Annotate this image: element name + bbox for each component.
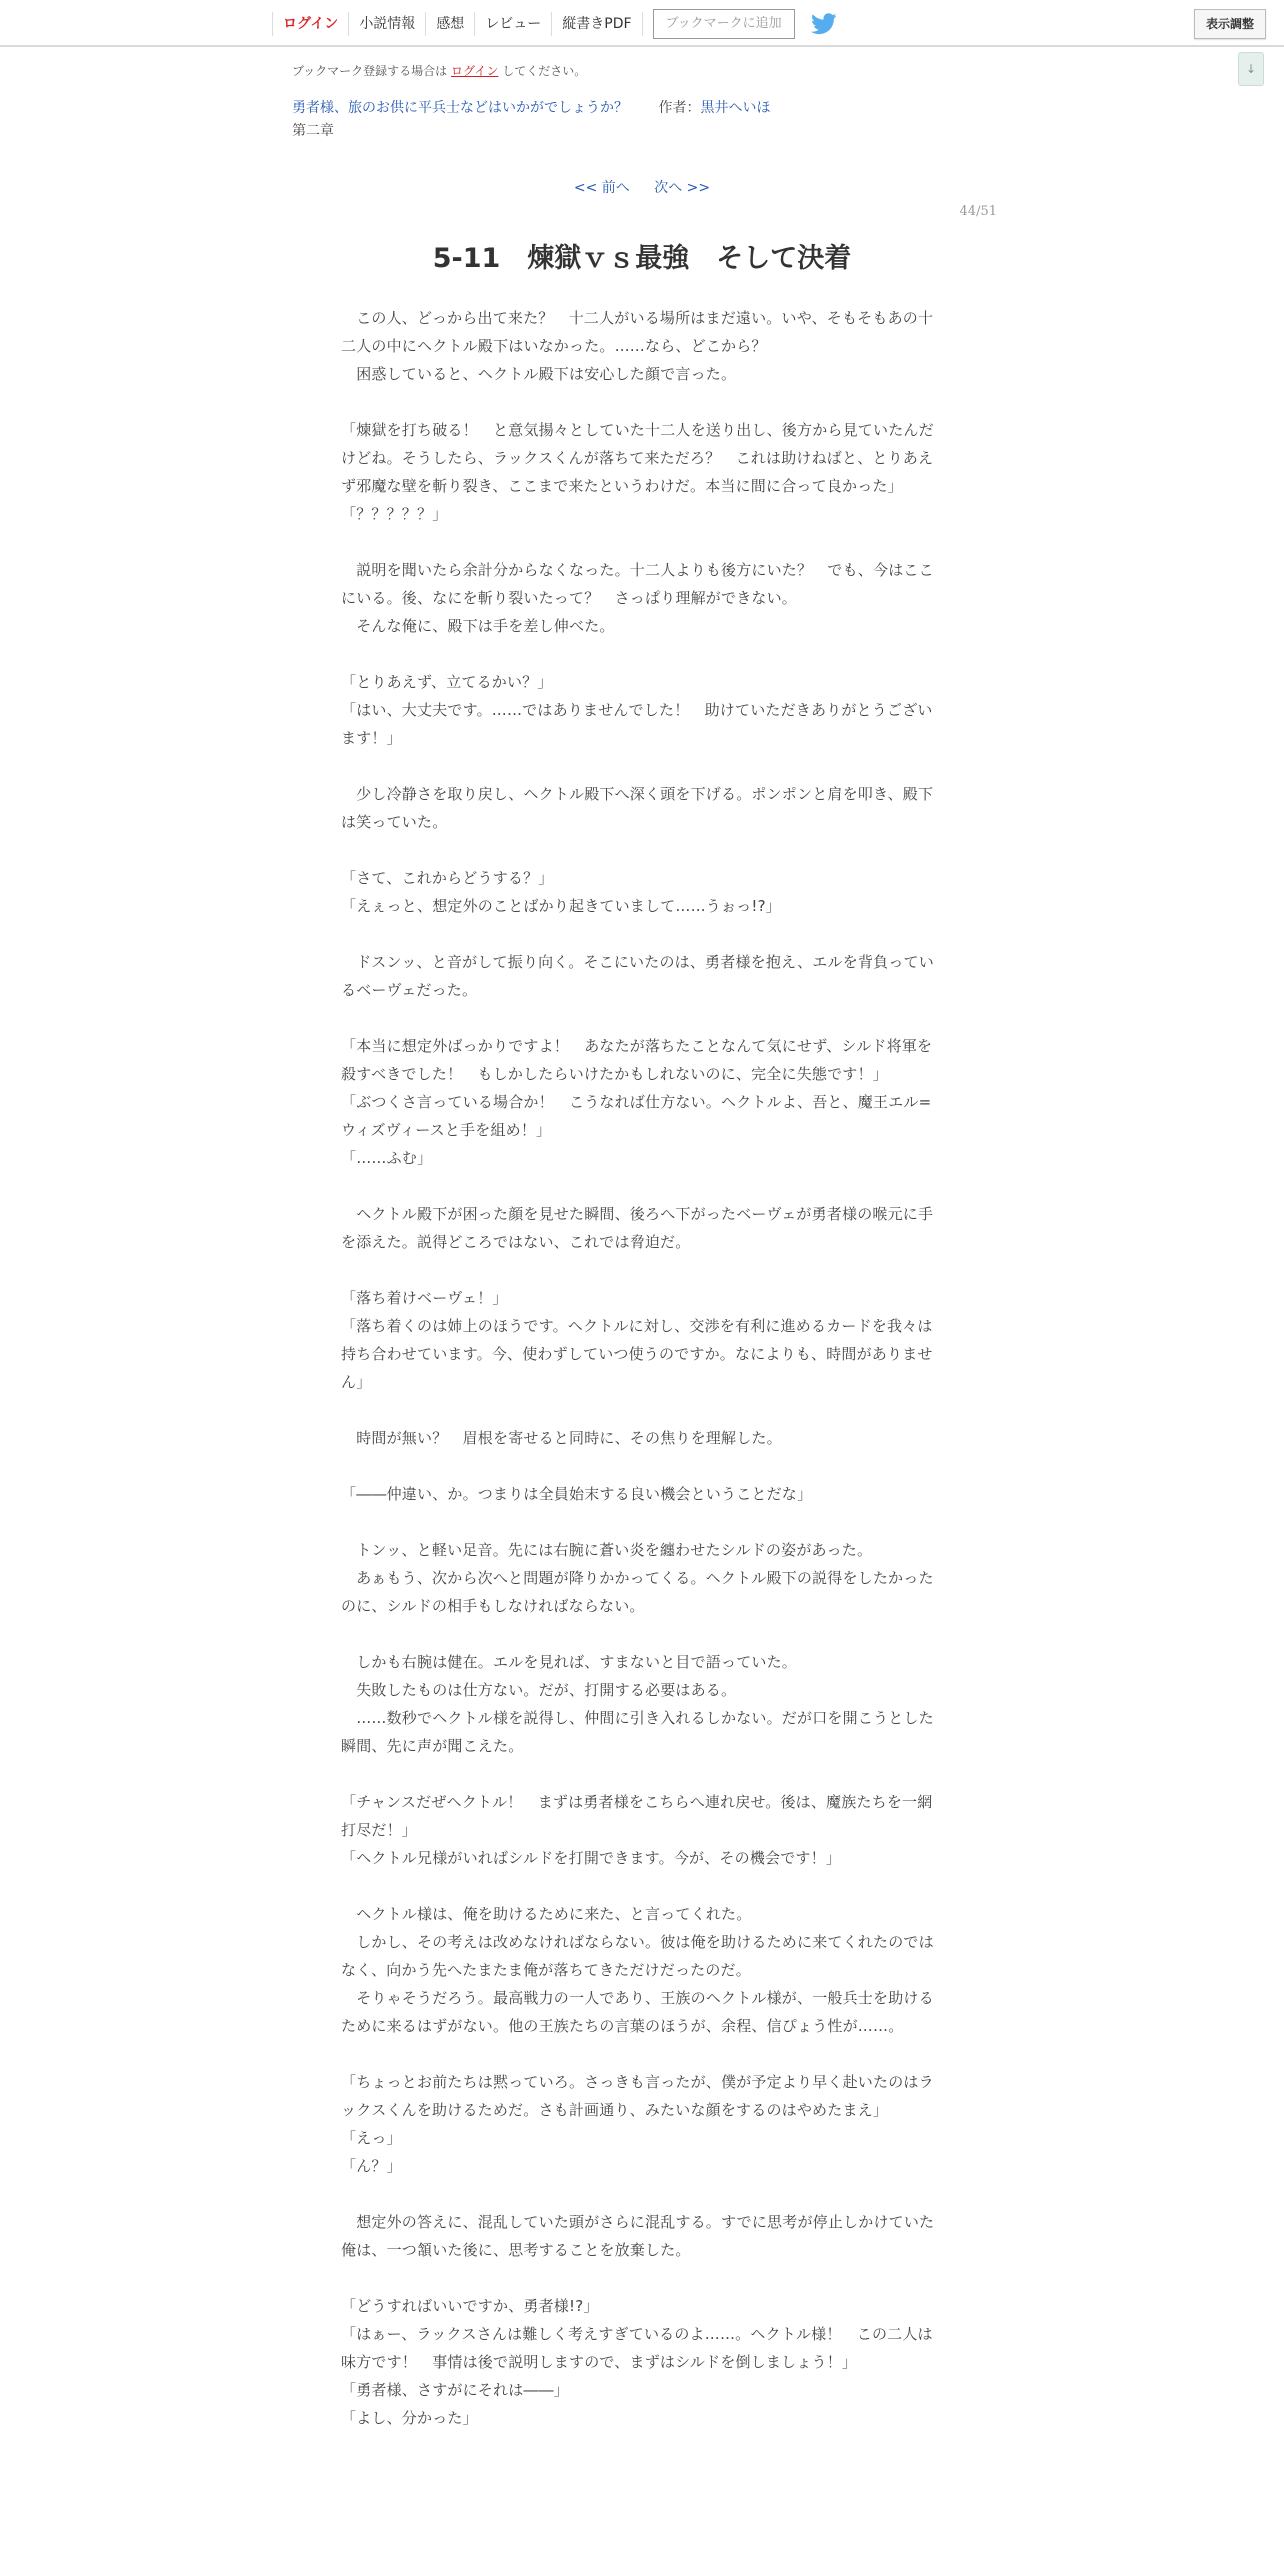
blank-line	[341, 1396, 935, 1424]
body-paragraph: 「煉獄を打ち破る！ と意気揚々としていた十二人を送り出し、後方から見ていたんだけどね。そうしたら、ラックスくんが落ちて来ただろ？ これは助けねばと、とりあえず邪魔な壁を斬り裂き、ここまで来たというわけだ。本当に間に合って良かった」	[341, 421, 934, 495]
body-paragraph: 「……ふむ」	[341, 1149, 433, 1167]
body-paragraph: 時間が無い？ 眉根を寄せると同時に、その焦りを理解した。	[341, 1429, 782, 1447]
blank-line	[341, 752, 935, 780]
notice-login-link[interactable]: ログイン	[451, 64, 499, 78]
blank-line	[341, 1004, 935, 1032]
novel-title-line	[292, 97, 770, 117]
twitter-bird-icon[interactable]	[811, 13, 837, 35]
body-paragraph: しかも右腕は健在。エルを見れば、すまないと目で語っていた。	[341, 1653, 798, 1671]
display-settings-button[interactable]: 表示調整	[1194, 9, 1266, 39]
body-paragraph: ヘクトル殿下が困った顔を見せた瞬間、後ろへ下がったベーヴェが勇者様の喉元に手を添えた。説得どころではない、これでは脅迫だ。	[341, 1205, 934, 1251]
blank-line	[341, 1620, 935, 1648]
add-bookmark-button[interactable]: ブックマークに追加	[653, 9, 795, 39]
body-paragraph: トンッ、と軽い足音。先には右腕に蒼い炎を纏わせたシルドの姿があった。	[341, 1541, 873, 1559]
blank-line	[341, 1256, 935, 1284]
body-paragraph: 「本当に想定外ばっかりですよ！ あなたが落ちたことなんて気にせず、シルド将軍を殺すべきでした！ もしかしたらいけたかもしれないのに、完全に失態です！」	[341, 1037, 933, 1083]
body-paragraph: そんな俺に、殿下は手を差し伸べた。	[341, 617, 615, 635]
notice-suffix: してください。	[502, 64, 587, 78]
body-paragraph: 「チャンスだぜヘクトル！ まずは勇者様をこちらへ連れ戻せ。後は、魔族たちを一網打尽だ！」	[341, 1793, 933, 1839]
body-paragraph: 「えっ」	[341, 2129, 402, 2147]
vertical-pdf-link[interactable]: 縦書きPDF	[551, 12, 642, 36]
body-paragraph: 「？？？？？」	[341, 505, 448, 523]
blank-line	[341, 836, 935, 864]
body-paragraph: 「よし、分かった」	[341, 2409, 478, 2427]
blank-line	[341, 920, 935, 948]
body-paragraph: 「ぶつくさ言っている場合か！ こうなれば仕方ない。ヘクトルよ、吾と、魔王エル=ウィズヴィースと手を組め！」	[341, 1093, 932, 1139]
blank-line	[341, 640, 935, 668]
blank-line	[341, 2040, 935, 2068]
next-link[interactable]: 次へ >>	[654, 180, 711, 196]
blank-line	[341, 388, 935, 416]
body-paragraph: ドスンッ、と音がして振り向く。そこにいたのは、勇者様を抱え、エルを背負っているベーヴェだった。	[341, 953, 934, 999]
blank-line	[341, 1872, 935, 1900]
impressions-link[interactable]: 感想	[425, 12, 474, 36]
body-paragraph: 「ちょっとお前たちは黙っていろ。さっきも言ったが、僕が予定より早く赴いたのはラックスくんを助けるためだ。さも計画通り、みたいな顔をするのはやめたまえ」	[341, 2073, 934, 2119]
blank-line	[341, 1452, 935, 1480]
notice-prefix: ブックマーク登録する場合は	[292, 64, 448, 78]
main-nav	[272, 0, 837, 47]
body-paragraph: 困惑していると、ヘクトル殿下は安心した顔で言った。	[341, 365, 737, 383]
body-paragraph: この人、どっから出て来た？ 十二人がいる場所はまだ遠い。いや、そもそもあの十二人の中にヘクトル殿下はいなかった。……なら、どこから？	[341, 309, 934, 355]
episode-title: 5-11 煉獄ｖｓ最強 そして決着	[432, 243, 852, 274]
body-paragraph: 「勇者様、さすがにそれは――」	[341, 2381, 570, 2399]
episode-body	[341, 304, 935, 2432]
blank-line	[341, 1760, 935, 1788]
novel-title-link[interactable]: 勇者様、旅のお供に平兵士などはいかがでしょうか？	[292, 100, 628, 116]
body-paragraph: 「落ち着けベーヴェ！」	[341, 1289, 508, 1307]
novel-info-link[interactable]: 小説情報	[348, 12, 425, 36]
blank-line	[341, 1172, 935, 1200]
author-label: 作者：	[658, 100, 701, 116]
author-link[interactable]: 黒井へいほ	[700, 100, 771, 116]
body-paragraph: 「――仲違い、か。つまりは全員始末する良い機会ということだな」	[341, 1485, 813, 1503]
body-paragraph: 「どうすればいいですか、勇者様!?」	[341, 2297, 599, 2315]
top-navigation-bar	[0, 0, 1284, 47]
scroll-down-button[interactable]: ↓	[1238, 52, 1264, 86]
body-paragraph: 「ん？」	[341, 2157, 402, 2175]
body-paragraph: 「はぁー、ラックスさんは難しく考えすぎているのよ……。ヘクトル様！ この二人は味方です！ 事情は後で説明しますので、まずはシルドを倒しましょう！」	[341, 2325, 933, 2371]
body-paragraph: 「えぇっと、想定外のことばかり起きていまして……うぉっ!?」	[341, 897, 781, 915]
chapter-title: 第二章	[292, 123, 334, 139]
blank-line	[341, 1508, 935, 1536]
bookmark-login-notice	[292, 62, 586, 79]
blank-line	[341, 2264, 935, 2292]
blank-line	[341, 528, 935, 556]
review-link[interactable]: レビュー	[474, 12, 551, 36]
body-paragraph: そりゃそうだろう。最高戦力の一人であり、王族のヘクトル様が、一般兵士を助けるために来るはずがない。他の王族たちの言葉のほうが、余程、信ぴょう性が……。	[341, 1989, 934, 2035]
prev-link[interactable]: << 前へ	[573, 180, 630, 196]
body-paragraph: ヘクトル様は、俺を助けるために来た、と言ってくれた。	[341, 1905, 752, 1923]
body-paragraph: ……数秒でヘクトル様を説得し、仲間に引き入れるしかない。だが口を開こうとした瞬間、先に声が聞こえた。	[341, 1709, 934, 1755]
body-paragraph: 少し冷静さを取り戻し、ヘクトル殿下へ深く頭を下げる。ポンポンと肩を叩き、殿下は笑っていた。	[341, 785, 934, 831]
body-paragraph: 「さて、これからどうする？」	[341, 869, 554, 887]
body-paragraph: 「落ち着くのは姉上のほうです。ヘクトルに対し、交渉を有利に進めるカードを我々は持ち合わせています。今、使わずしていつ使うのですか。なによりも、時間がありません」	[341, 1317, 933, 1391]
body-paragraph: しかし、その考えは改めなければならない。彼は俺を助けるために来てくれたのではなく、向かう先へたまたま俺が落ちてきただけだったのだ。	[341, 1933, 934, 1979]
body-paragraph: 想定外の答えに、混乱していた頭がさらに混乱する。すでに思考が停止しかけていた俺は、一つ頷いた後に、思考することを放棄した。	[341, 2213, 935, 2259]
body-paragraph: あぁもう、次から次へと問題が降りかかってくる。ヘクトル殿下の説得をしたかったのに、シルドの相手もしなければならない。	[341, 1569, 934, 1615]
body-paragraph: 「ヘクトル兄様がいればシルドを打開できます。今が、その機会です！」	[341, 1849, 842, 1867]
body-paragraph: 「はい、大丈夫です。……ではありませんでした！ 助けていただきありがとうございます！」	[341, 701, 933, 747]
body-paragraph: 説明を聞いたら余計分からなくなった。十二人よりも後方にいた？ でも、今はここにいる。後、なにを斬り裂いたって？ さっぱり理解ができない。	[341, 561, 934, 607]
login-link[interactable]: ログイン	[272, 12, 348, 36]
body-paragraph: 失敗したものは仕方ない。だが、打開する必要はある。	[341, 1681, 737, 1699]
body-paragraph: 「とりあえず、立てるかい？」	[341, 673, 553, 691]
blank-line	[341, 2180, 935, 2208]
page-number: 44/51	[959, 204, 997, 219]
episode-pager	[0, 177, 1284, 197]
